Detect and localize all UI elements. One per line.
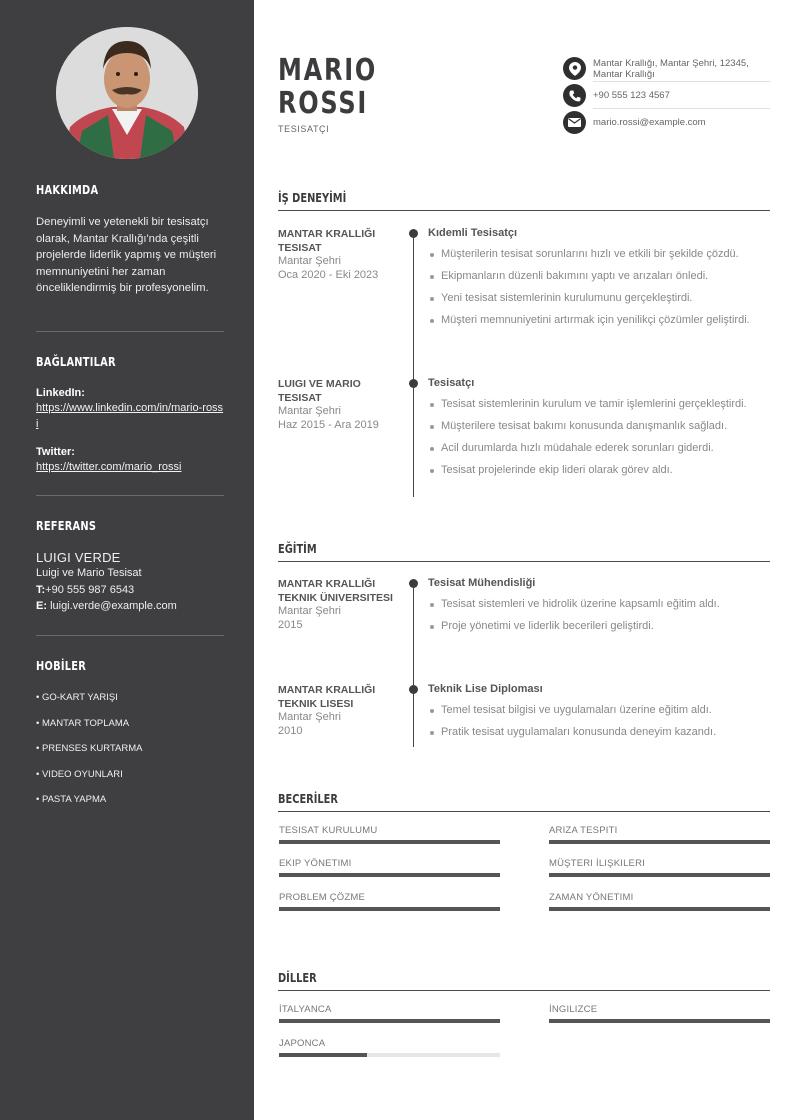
linkedin-block bbox=[36, 387, 224, 432]
skill-bar bbox=[549, 873, 770, 877]
location: Mantar Şehri bbox=[278, 711, 341, 723]
role-title: Tesisatçı bbox=[428, 377, 475, 389]
about-heading: HAKKIMDA bbox=[36, 183, 99, 197]
skill-item bbox=[549, 825, 770, 844]
experience-heading: İŞ DENEYİMİ bbox=[278, 191, 347, 205]
timeline-dot bbox=[409, 229, 418, 238]
sidebar-divider bbox=[36, 331, 224, 332]
skill-name: EKIP YÖNETIMI bbox=[279, 858, 352, 869]
hobbies-list bbox=[36, 691, 224, 819]
job-title: TESISATÇI bbox=[278, 124, 330, 134]
timeline-dot bbox=[409, 379, 418, 388]
bullet-item: Temel tesisat bilgisi ve uygulamaları üzerine eğitim aldı. bbox=[428, 703, 770, 718]
skill-item bbox=[279, 892, 500, 911]
timeline-dot bbox=[409, 579, 418, 588]
education-entry-left bbox=[278, 684, 403, 738]
profile-photo bbox=[56, 27, 198, 159]
about-section bbox=[36, 181, 224, 199]
reference-email bbox=[36, 598, 224, 615]
linkedin-label: LinkedIn: bbox=[36, 387, 85, 399]
degree-title: Tesisat Mühendisliği bbox=[428, 577, 536, 589]
dates: 2015 bbox=[278, 618, 303, 631]
bullet-item: Müşteri memnuniyetini artırmak için yenilikçi çözümler geliştirdi. bbox=[428, 313, 770, 328]
sidebar-divider bbox=[36, 635, 224, 636]
location: Mantar Şehri bbox=[278, 405, 341, 417]
email-label: E: bbox=[36, 600, 47, 612]
language-bar-fill bbox=[279, 1053, 367, 1057]
timeline-dot bbox=[409, 685, 418, 694]
section-rule bbox=[278, 990, 770, 991]
institution: MANTAR KRALLIĞI TEKNIK ÜNIVERSITESI bbox=[278, 578, 393, 604]
reference-section bbox=[36, 517, 224, 535]
first-name: MARIO bbox=[278, 53, 378, 88]
phone-text: +90 555 123 4567 bbox=[593, 90, 670, 101]
skill-item bbox=[549, 858, 770, 877]
skill-item bbox=[549, 892, 770, 911]
education-entry-left bbox=[278, 578, 403, 632]
sidebar bbox=[0, 0, 254, 1120]
reference-phone-value: +90 555 987 6543 bbox=[45, 583, 135, 596]
location-pin-icon bbox=[563, 57, 586, 80]
bullet-item: Müşterilerin tesisat sorunlarını hızlı ve etkili bir şekilde çözdü. bbox=[428, 247, 770, 262]
hobby-item: • GO-KART YARIŞI bbox=[36, 692, 118, 703]
linkedin-link[interactable]: https://www.linkedin.com/in/mario-rossi bbox=[36, 402, 224, 430]
bullet-item: Müşterilere tesisat bakımı konusunda danışmanlık sağladı. bbox=[428, 419, 770, 434]
twitter-link[interactable]: https://twitter.com/mario_rossi bbox=[36, 461, 182, 473]
experience-entry-left bbox=[278, 378, 403, 432]
hobbies-heading: HOBİLER bbox=[36, 659, 87, 673]
portrait-image bbox=[56, 27, 198, 159]
phone-icon bbox=[563, 84, 586, 107]
language-item bbox=[549, 1004, 770, 1023]
reference-email-value: luigi.verde@example.com bbox=[50, 600, 177, 612]
dates: Haz 2015 - Ara 2019 bbox=[278, 418, 379, 431]
skill-bar bbox=[279, 873, 500, 877]
twitter-label: Twitter: bbox=[36, 446, 75, 458]
bullet-item: Yeni tesisat sistemlerinin kurulumunu gerçekleştirdi. bbox=[428, 291, 770, 306]
last-name: ROSSI bbox=[278, 86, 369, 121]
contact-phone bbox=[563, 84, 770, 107]
language-name: JAPONCA bbox=[279, 1038, 326, 1049]
skill-bar bbox=[549, 840, 770, 844]
bullet-item: Ekipmanların düzenli bakımını yaptı ve arızaları önledi. bbox=[428, 269, 770, 284]
about-text: Deneyimli ve yetenekli bir tesisatçı olarak, Mantar Krallığı'nda çeşitli projelerde liderlik yapmış ve müşteri memnuniyetini her zaman önceliklendirmiş bir profesyonelim. bbox=[36, 216, 217, 294]
experience-entry-left bbox=[278, 228, 403, 282]
section-rule bbox=[278, 811, 770, 812]
degree-title: Teknik Lise Diploması bbox=[428, 683, 543, 695]
section-rule bbox=[278, 210, 770, 211]
languages-heading: DİLLER bbox=[278, 971, 317, 985]
skill-bar bbox=[279, 840, 500, 844]
contact-divider bbox=[593, 81, 770, 82]
experience-entry-right bbox=[428, 227, 770, 335]
links-heading: BAĞLANTILAR bbox=[36, 355, 116, 369]
skill-bar bbox=[549, 907, 770, 911]
dates: Oca 2020 - Eki 2023 bbox=[278, 268, 379, 281]
reference-block bbox=[36, 550, 224, 615]
language-bar-fill bbox=[549, 1019, 770, 1023]
organization: MANTAR KRALLIĞI TESISAT bbox=[278, 228, 376, 254]
sidebar-divider bbox=[36, 495, 224, 496]
hobbies-section bbox=[36, 657, 224, 675]
bullet-item: Proje yönetimi ve liderlik becerileri geliştirdi. bbox=[428, 619, 770, 634]
contact-address bbox=[563, 57, 770, 80]
skill-name: ZAMAN YÖNETIMI bbox=[549, 892, 634, 903]
reference-name: LUIGI VERDE bbox=[36, 550, 121, 565]
skill-bar bbox=[279, 907, 500, 911]
skill-bar-fill bbox=[549, 873, 770, 877]
bullet-item: Pratik tesisat uygulamaları konusunda deneyim kazandı. bbox=[428, 725, 770, 740]
email-icon bbox=[563, 111, 586, 134]
hobby-item: • PASTA YAPMA bbox=[36, 794, 107, 805]
language-name: İNGILIZCE bbox=[549, 1004, 598, 1015]
location: Mantar Şehri bbox=[278, 605, 341, 617]
language-item bbox=[279, 1004, 500, 1023]
skill-name: MÜŞTERI İLIŞKILERI bbox=[549, 858, 645, 869]
hobby-item: • VIDEO OYUNLARI bbox=[36, 768, 123, 780]
skill-bar-fill bbox=[279, 840, 500, 844]
education-heading: EĞİTİM bbox=[278, 542, 317, 556]
skill-bar-fill bbox=[549, 840, 770, 844]
dates: 2010 bbox=[278, 724, 303, 737]
language-bar bbox=[279, 1053, 500, 1057]
skill-item bbox=[279, 825, 500, 844]
education-entry-right bbox=[428, 577, 770, 641]
address-text: Mantar Krallığı, Mantar Şehri, 12345, Mantar Krallığı bbox=[593, 57, 749, 80]
reference-phone bbox=[36, 582, 224, 599]
language-bar bbox=[279, 1019, 500, 1023]
role-title: Kıdemli Tesisatçı bbox=[428, 227, 518, 239]
contact-divider bbox=[593, 108, 770, 109]
language-item bbox=[279, 1038, 500, 1057]
bullet-item: Tesisat projelerinde ekip lideri olarak görev aldı. bbox=[428, 463, 770, 478]
bullet-item: Acil durumlarda hızlı müdahale ederek sorunları giderdi. bbox=[428, 441, 770, 456]
contact-email bbox=[563, 111, 770, 134]
skill-bar-fill bbox=[279, 873, 500, 877]
institution: MANTAR KRALLIĞI TEKNIK LISESI bbox=[278, 684, 376, 710]
skills-heading: BECERİLER bbox=[278, 792, 338, 806]
twitter-block bbox=[36, 446, 224, 476]
skill-bar-fill bbox=[279, 907, 500, 911]
skill-bar-fill bbox=[549, 907, 770, 911]
reference-company: Luigi ve Mario Tesisat bbox=[36, 567, 142, 579]
candidate-name bbox=[278, 54, 377, 120]
links-section bbox=[36, 353, 224, 371]
experience-entry-right bbox=[428, 377, 770, 485]
timeline-line bbox=[413, 582, 414, 747]
hobby-item: • PRENSES KURTARMA bbox=[36, 743, 143, 754]
language-bar-fill bbox=[279, 1019, 500, 1023]
hobby-item: • MANTAR TOPLAMA bbox=[36, 717, 130, 729]
skill-item bbox=[279, 858, 500, 877]
section-rule bbox=[278, 561, 770, 562]
language-bar bbox=[549, 1019, 770, 1023]
education-entry-right bbox=[428, 683, 770, 747]
phone-label: T: bbox=[36, 583, 46, 596]
skill-name: ARIZA TESPITI bbox=[549, 825, 618, 836]
organization: LUIGI VE MARIO TESISAT bbox=[278, 378, 361, 404]
skill-name: PROBLEM ÇÖZME bbox=[279, 892, 365, 903]
language-name: İTALYANCA bbox=[279, 1004, 332, 1015]
location: Mantar Şehri bbox=[278, 255, 341, 267]
skill-name: TESISAT KURULUMU bbox=[279, 825, 378, 836]
timeline-line bbox=[413, 232, 414, 497]
bullet-item: Tesisat sistemleri ve hidrolik üzerine kapsamlı eğitim aldı. bbox=[428, 597, 770, 612]
email-text[interactable]: mario.rossi@example.com bbox=[593, 117, 706, 128]
bullet-item: Tesisat sistemlerinin kurulum ve tamir işlemlerini gerçekleştirdi. bbox=[428, 397, 770, 412]
reference-heading: REFERANS bbox=[36, 519, 97, 533]
